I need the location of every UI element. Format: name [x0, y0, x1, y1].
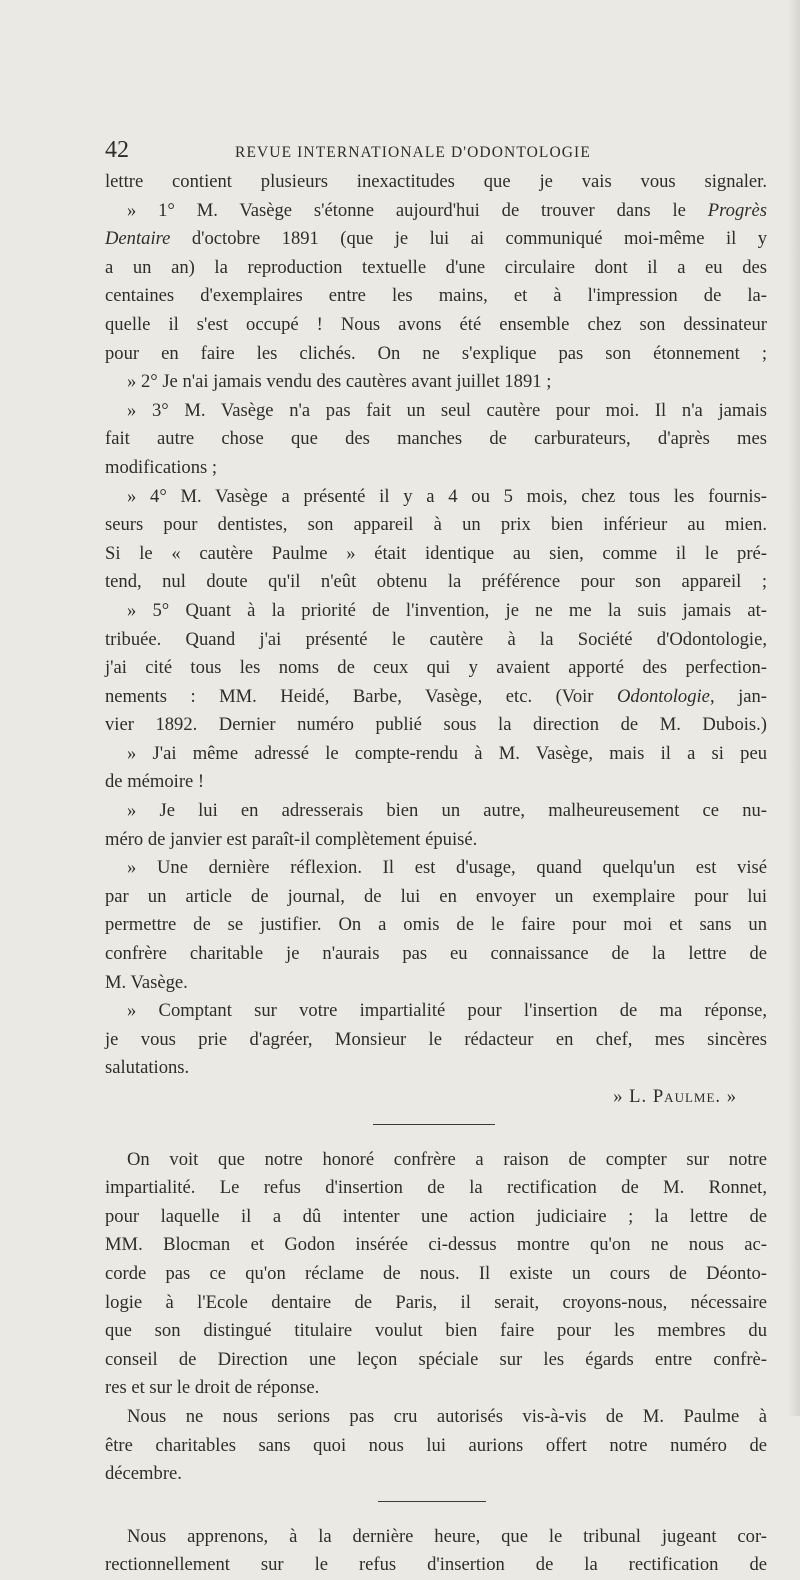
text-line: » 1° M. Vasège s'étonne aujourd'hui de trouver dans le Progrès	[127, 199, 767, 221]
page-number: 42	[105, 137, 129, 163]
text-line: rectionnellement sur le refus d'insertion de la rectification de	[105, 1554, 767, 1576]
text-line: que son distingué titulaire voulut bien faire pour les membres du	[105, 1320, 767, 1342]
text-line: Nous apprenons, à la dernière heure, que le tribunal jugeant cor-	[127, 1525, 767, 1547]
text-line: nements : MM. Heidé, Barbe, Vasège, etc. (Voir Odontologie, jan-	[105, 685, 767, 707]
text-line: modifications ;	[105, 456, 218, 478]
text-line: par un article de journal, de lui en envoyer un exemplaire pour lui	[105, 885, 767, 907]
body-text	[105, 168, 767, 1580]
text-line: lettre contient plusieurs inexactitudes que je vais vous signaler.	[105, 171, 767, 192]
text-line: pour laquelle il a dû intenter une action judiciaire ; la lettre de	[105, 1205, 767, 1227]
text-line: res et sur le droit de réponse.	[105, 1377, 320, 1399]
text-line: conseil de Direction une leçon spéciale sur les égards entre confrè-	[105, 1348, 767, 1370]
text-line: vier 1892. Dernier numéro publié sous la direction de M. Dubois.)	[105, 714, 767, 736]
running-header	[105, 137, 767, 167]
text-line: » Comptant sur votre impartialité pour l'insertion de ma réponse,	[127, 1000, 767, 1022]
text-line: tend, nul doute qu'il n'eût obtenu la préférence pour son appareil ;	[105, 571, 767, 593]
text-line: » 2° Je n'ai jamais vendu des cautères avant juillet 1891 ;	[127, 371, 552, 393]
section-divider	[105, 1112, 767, 1140]
text-line: logie à l'Ecole dentaire de Paris, il serait, croyons-nous, nécessaire	[105, 1291, 767, 1313]
text-line: j'ai cité tous les noms de ceux qui y avaient apporté des perfection-	[105, 657, 767, 679]
text-line: Si le « cautère Paulme » était identique au sien, comme il le pré-	[105, 542, 767, 564]
journal-title: Dentaire	[105, 228, 171, 250]
text-line: quelle il s'est occupé ! Nous avons été ensemble chez son dessinateur	[105, 313, 767, 335]
text-line: Nous ne nous serions pas cru autorisés vis-à-vis de M. Paulme à	[127, 1405, 767, 1427]
text-line: méro de janvier est paraît-il complètement épuisé.	[105, 828, 478, 850]
journal-title: Progrès	[707, 199, 767, 221]
text-line: » 4° M. Vasège a présenté il y a 4 ou 5 mois, chez tous les fournis-	[127, 485, 767, 507]
text-line: de mémoire !	[105, 771, 205, 793]
text-line: » J'ai même adressé le compte-rendu à M. Vasège, mais il a si peu	[127, 742, 767, 764]
text-line: décembre.	[105, 1463, 182, 1485]
text-line: MM. Blocman et Godon insérée ci-dessus montre qu'on ne nous ac-	[105, 1234, 767, 1256]
text-line: impartialité. Le refus d'insertion de la rectification de M. Ronnet,	[105, 1177, 767, 1199]
text-line: pour en faire les clichés. On ne s'explique pas son étonnement ;	[105, 342, 767, 364]
page-edge-shadow	[788, 0, 800, 1416]
text-line: » Je lui en adresserais bien un autre, malheureusement ce nu-	[127, 800, 767, 822]
journal-title: Odontologie	[616, 685, 710, 707]
text-line: » Une dernière réflexion. Il est d'usage, quand quelqu'un est visé	[127, 857, 767, 879]
text-line: seurs pour dentistes, son appareil à un prix bien inférieur au mien.	[105, 514, 767, 536]
text-line: corde pas ce qu'on réclame de nous. Il existe un cours de Déonto-	[105, 1262, 767, 1284]
text-line: tribuée. Quand j'ai présenté le cautère à la Société d'Odontologie,	[105, 628, 767, 650]
text-line: permettre de se justifier. On a omis de le faire pour moi et sans un	[105, 914, 767, 936]
section-divider	[105, 1489, 767, 1517]
text-line: centaines d'exemplaires entre les mains, et à l'impression de la-	[105, 285, 767, 307]
text-line: M. Vasège.	[105, 971, 188, 993]
text-line: je vous prie d'agréer, Monsieur le rédacteur en chef, mes sincères	[105, 1028, 767, 1050]
letter-signature: » L. Paulme. »	[613, 1086, 737, 1107]
running-title: REVUE INTERNATIONALE D'ODONTOLOGIE	[235, 144, 591, 161]
text-line: On voit que notre honoré confrère a raison de compter sur notre	[127, 1148, 767, 1170]
text-line: a un an) la reproduction textuelle d'une circulaire dont il a eu des	[105, 256, 767, 278]
text-line: Dentaire d'octobre 1891 (que je lui ai communiqué moi-même il y	[105, 228, 767, 250]
text-line: » 3° M. Vasège n'a pas fait un seul cautère pour moi. Il n'a jamais	[127, 399, 767, 421]
text-line: confrère charitable je n'aurais pas eu connaissance de la lettre de	[105, 943, 767, 965]
text-line: salutations.	[105, 1057, 190, 1079]
text-line: être charitables sans quoi nous lui aurions offert notre numéro de	[105, 1434, 767, 1456]
text-line: fait autre chose que des manches de carburateurs, d'après mes	[105, 428, 767, 450]
text-line: » 5° Quant à la priorité de l'invention, je ne me la suis jamais at-	[127, 599, 767, 621]
